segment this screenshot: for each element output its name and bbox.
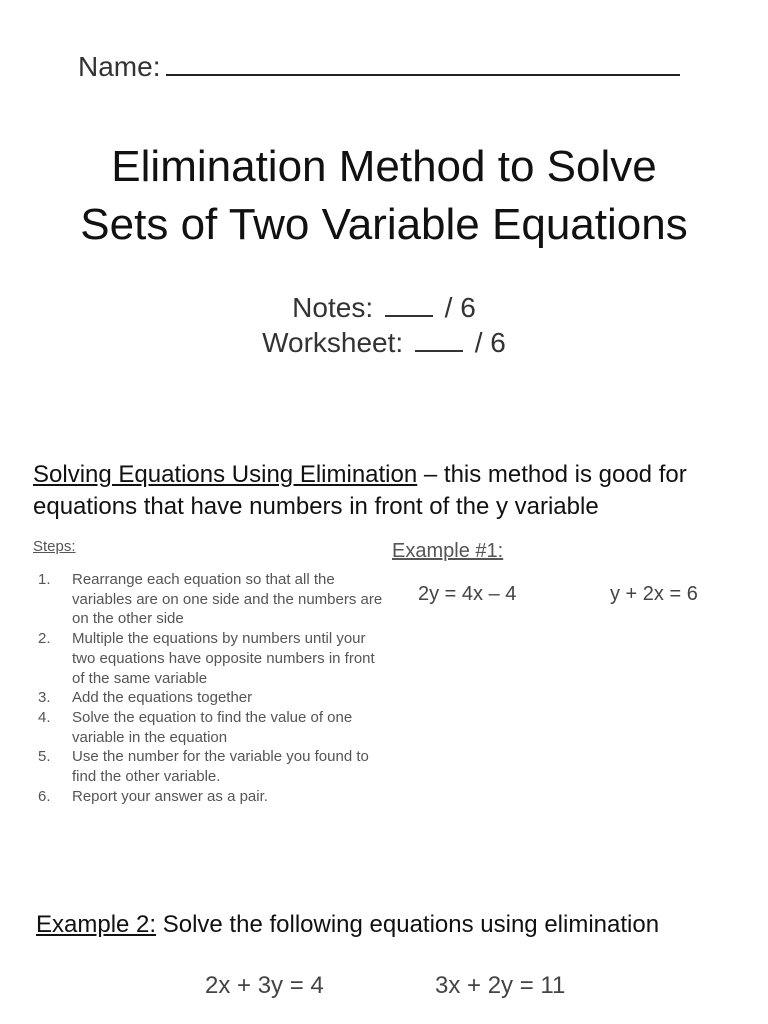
worksheet-score [0, 325, 768, 360]
step-item [33, 688, 383, 708]
step-number: 4. [38, 708, 51, 726]
step-text: Multiple the equations by numbers until your two equations have opposite numbers in front of the same variable [72, 630, 375, 687]
example-2-equation-a: 2x + 3y = 4 [205, 972, 324, 999]
name-label: Name: [78, 51, 161, 82]
step-number: 3. [38, 689, 51, 707]
worksheet-score-blank[interactable] [415, 326, 463, 352]
step-text: Use the number for the variable you found to find the other variable. [72, 748, 369, 786]
step-text: Rearrange each equation so that all the variables are on one side and the numbers are on the other side [72, 571, 383, 628]
notes-label: Notes: [292, 292, 374, 323]
example-2-heading: Example 2: [36, 911, 157, 938]
notes-total: / 6 [444, 292, 476, 323]
worksheet-total: / 6 [474, 327, 506, 358]
step-number: 1. [38, 571, 51, 588]
step-item [33, 708, 383, 747]
intro-heading: Solving Equations Using Elimination [33, 461, 418, 488]
example-1-heading: Example #1: [392, 540, 504, 562]
step-item [33, 747, 383, 786]
step-item [33, 629, 383, 688]
name-field [78, 44, 680, 83]
example-2-equation-b: 3x + 2y = 11 [435, 972, 566, 999]
step-text: Add the equations together [72, 689, 253, 707]
step-item [33, 787, 383, 807]
step-number: 5. [38, 748, 51, 766]
step-item [33, 570, 383, 629]
name-blank-line[interactable] [166, 44, 680, 76]
score-block [0, 290, 768, 360]
step-number: 6. [38, 787, 51, 805]
steps-heading: Steps: [33, 538, 76, 555]
step-number: 2. [38, 630, 51, 648]
steps-list [33, 570, 383, 806]
example-2-instruction: Solve the following equations using elimination [156, 911, 660, 938]
title-line-1: Elimination Method to Solve [111, 142, 657, 191]
intro-paragraph [33, 459, 743, 523]
example-2-prompt [36, 911, 659, 939]
step-text: Solve the equation to find the value of one variable in the equation [72, 708, 353, 746]
page-title [0, 138, 768, 254]
intro-text: – this method is good for equations that have numbers in front of the y variable [33, 461, 687, 520]
title-line-2: Sets of Two Variable Equations [80, 200, 688, 249]
example-1-equation-a: 2y = 4x – 4 [418, 583, 517, 605]
example-1-equation-b: y + 2x = 6 [610, 583, 698, 605]
notes-score-blank[interactable] [385, 291, 433, 317]
step-text: Report your answer as a pair. [72, 787, 268, 805]
worksheet-label: Worksheet: [262, 327, 404, 358]
notes-score [0, 290, 768, 325]
